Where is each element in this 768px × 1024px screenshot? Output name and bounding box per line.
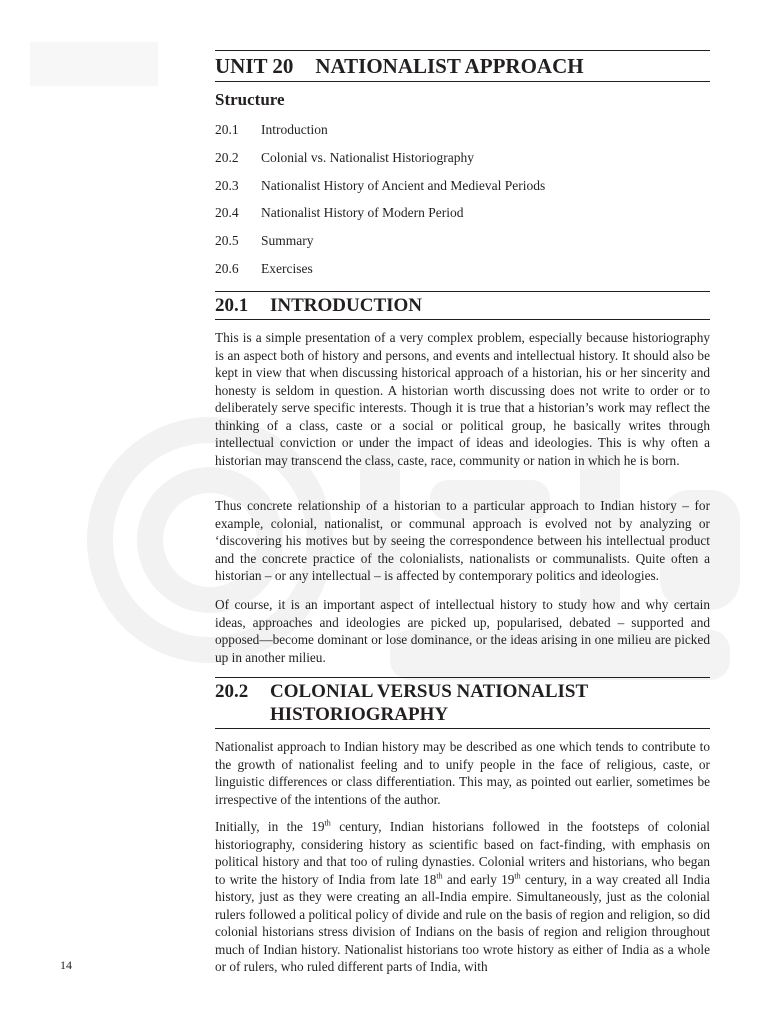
section-title: INTRODUCTION (270, 295, 423, 316)
toc-item (215, 259, 545, 287)
toc-label: Summary (261, 233, 314, 249)
toc-label: Colonial vs. Nationalist Historiography (261, 149, 474, 165)
structure-heading: Structure (215, 90, 285, 109)
toc-item (215, 148, 545, 176)
intro-paragraph-1: This is a simple presentation of a very complex problem, especially because historiography is an aspect both of history and persons, and events and intellectual history. It should also be kept in view that when discussing historical approach of a historian, his or her sincerity and honesty is seldom in question. A historian worth discussing does not write to order or to deliberately serve specific interests. Though it is true that a historian’s work may reflect the thinking of a class, caste or a social or political group, he basically writes through intellectual conviction or under the impact of ideas and ideologies. This is why often a historian may transcend the class, caste, race, community or nation in which he is born. (215, 330, 710, 468)
toc-number: 20.6 (215, 260, 239, 276)
superscript: th (514, 871, 521, 881)
colonial-paragraph-2 (215, 818, 710, 976)
page-number: 14 (60, 958, 72, 972)
colonial-paragraph-1: Nationalist approach to Indian history may be described as one which tends to contribute to the growth of nationalist feeling and to unify people in the face of religious, caste, or linguistic differences or class differentiation. This may, as pointed out earlier, sometimes be irrespective of the intentions of the author. (215, 739, 710, 807)
toc-item (215, 120, 545, 148)
toc-number: 20.2 (215, 149, 239, 165)
table-of-contents (215, 120, 545, 287)
section-number: 20.1 (215, 295, 249, 316)
toc-item (215, 203, 545, 231)
toc-number: 20.4 (215, 205, 239, 221)
toc-label: Nationalist History of Modern Period (261, 205, 464, 221)
text-run: and early 19 (442, 871, 515, 887)
unit-name: NATIONALIST APPROACH (315, 54, 584, 78)
toc-number: 20.5 (215, 233, 239, 249)
text-run: century, in a way created all India history, just as they were creating an all-India empire. Simultaneously, just as the colonial rulers followed a political policy of divide and rule on the basis of region and religion, so did colonial historians stress division of Indians on the basis of region and religion throughout much of Indian history. Nationalist historians too wrote history as either of India as a whole or of rulers, who ruled different parts of India, with (215, 871, 710, 974)
unit-number: UNIT 20 (215, 54, 294, 78)
intro-paragraph-2: Thus concrete relationship of a historian to a particular approach to Indian history – for example, colonial, nationalist, or communal approach is evolved not by analyzing or ‘discovering his motives but by seeing the correspondence between his intellectual product and the concrete practice of the colonialists, nationalists or communalists. Quite often a historian – or any intellectual – is affected by contemporary politics and ideologies. (215, 498, 710, 583)
text-run: Initially, in the 19 (215, 819, 325, 834)
corner-shade (30, 42, 158, 86)
section-heading-colonial (215, 677, 710, 729)
toc-label: Exercises (261, 260, 313, 276)
intro-paragraph-3: Of course, it is an important aspect of intellectual history to study how and why certain ideas, approaches and ideologies are picked up, popularised, debated – supported and opposed—become dominant or lose dominance, or the ideas arising in one milieu are picked up in another milieu. (215, 597, 710, 665)
section-heading-introduction (215, 291, 710, 320)
toc-label: Nationalist History of Ancient and Medieval Periods (261, 177, 546, 193)
section-number: 20.2 (215, 681, 249, 702)
unit-title (215, 50, 710, 82)
toc-number: 20.1 (215, 122, 239, 137)
superscript: th (324, 818, 331, 828)
text-run: century, Indian historians followed in the footsteps of colonial historiography, considering history as scientific based on fact-finding, with emphasis on political history and that too of ruling dynasties. Colonial writers and historians, who began to write the history of India from late 18 (215, 819, 710, 887)
superscript: th (436, 871, 443, 881)
section-title-line-2: HISTORIOGRAPHY (270, 704, 449, 725)
section-title-line-1: COLONIAL VERSUS NATIONALIST (270, 681, 589, 702)
toc-label: Introduction (261, 122, 328, 137)
toc-number: 20.3 (215, 177, 239, 193)
toc-item (215, 231, 545, 259)
toc-item (215, 176, 545, 204)
